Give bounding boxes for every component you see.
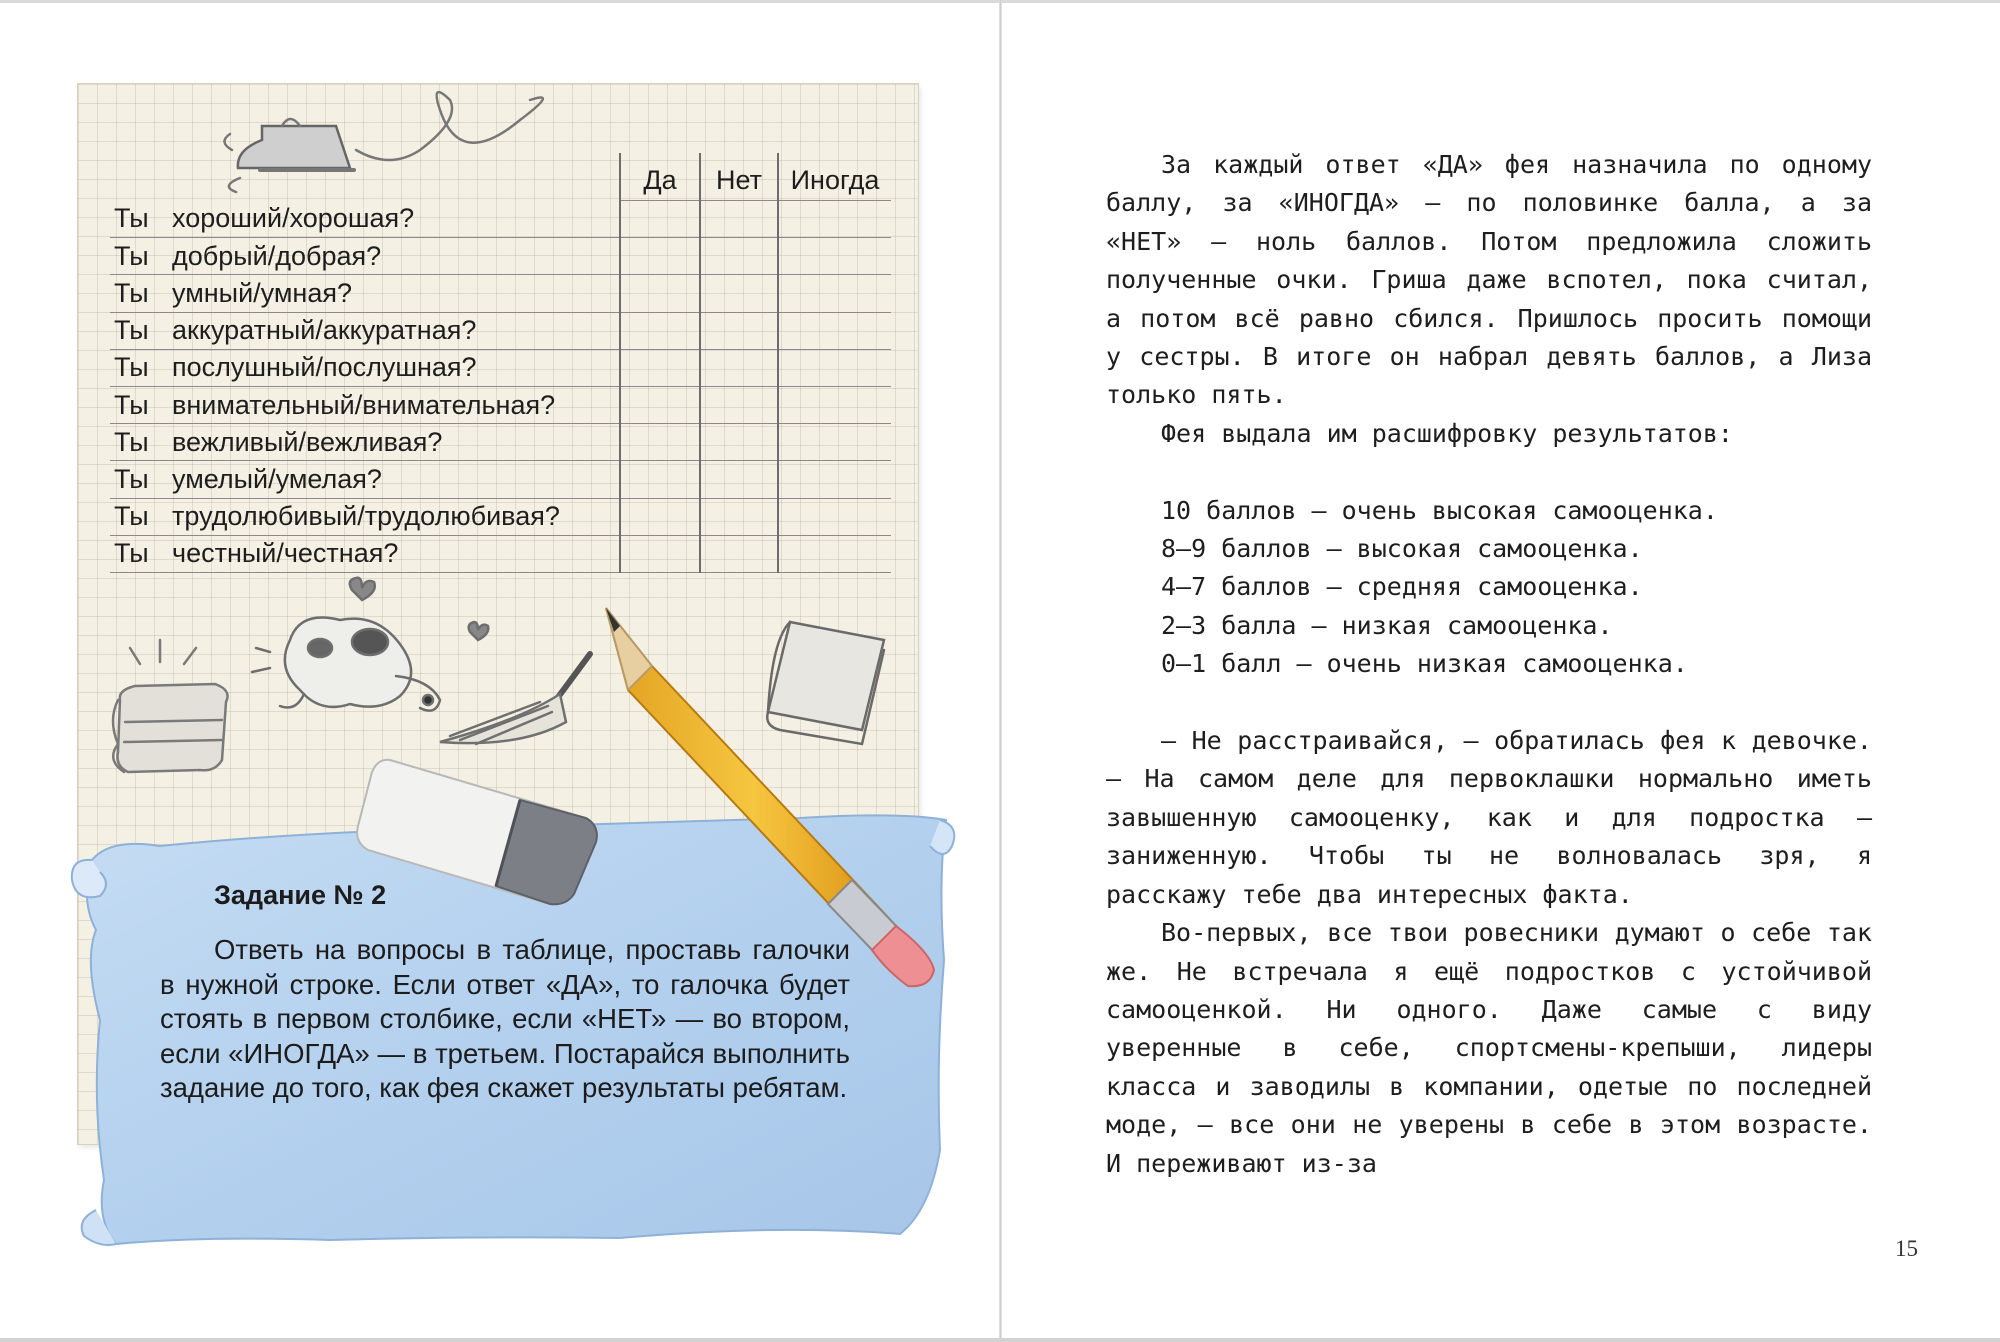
list-item: 2–3 балла — низкая самооценка.	[1161, 610, 1613, 640]
question-text: умелый/умелая?	[172, 463, 382, 494]
list-item: 8–9 баллов — высокая самооценка.	[1161, 534, 1643, 564]
right-page-text	[1106, 146, 1872, 1183]
question-prefix: Ты	[114, 389, 149, 420]
question-prefix: Ты	[114, 352, 149, 383]
question-prefix: Ты	[114, 538, 149, 569]
question-text: внимательный/внимательная?	[172, 389, 556, 420]
column-header-sometimes: Иногда	[778, 153, 891, 201]
paragraph: Фея выдала им расшифровку результатов:	[1161, 418, 1733, 448]
task-box	[160, 880, 850, 1106]
list-item: 10 баллов — очень высокая самооценка.	[1161, 495, 1718, 525]
question-text: аккуратный/аккуратная?	[172, 315, 477, 346]
list-item: 0–1 балл — очень низкая самооценка.	[1161, 649, 1688, 679]
question-text: хороший/хорошая?	[172, 203, 415, 234]
question-prefix: Ты	[114, 426, 149, 457]
paragraph: За каждый ответ «ДА» фея назначила по одному баллу, за «ИНОГДА» — по половинке балла, а за «НЕТ» — ноль баллов. Потом предложила сложить полученные очки. Гриша даже вспотел, пока считал, а потом всё равно сбился. Пришлось просить помощи у сестры. В итоге он набрал девять баллов, а Лиза только пять.	[1106, 150, 1872, 410]
column-header-yes: Да	[620, 153, 700, 201]
page-number: 15	[1895, 1236, 1918, 1261]
question-text: послушный/послушная?	[172, 352, 477, 383]
list-item: 4–7 баллов — средняя самооценка.	[1161, 572, 1643, 602]
question-prefix: Ты	[114, 501, 149, 532]
paragraph: — Не расстраивайся, — обратилась фея к девочке. — На самом деле для первоклашки нормально иметь завышенную самооценку, как и для подростка — заниженную. Чтобы ты не волновалась зря, я расскажу тебе два интересных факта.	[1106, 726, 1872, 909]
question-text: умный/умная?	[172, 277, 352, 308]
paragraph: Во-первых, все твои ровесники думают о себе так же. Не встречала я ещё подростков с устойчивой самооценкой. Ни одного. Даже самые с виду уверенные в себе, спортсмены-крепыши, лидеры класса и заводилы в компании, одетые по последней моде, — все они не уверены в себе в этом возрасте. И переживают из-за	[1106, 918, 1872, 1178]
question-prefix: Ты	[114, 203, 149, 234]
task-title: Задание № 2	[214, 880, 387, 910]
question-text: добрый/добрая?	[172, 240, 382, 271]
task-text: Ответь на вопросы в таблице, проставь галочки в нужной строке. Если ответ «ДА», то галочка будет стоять в первом столбике, если «НЕТ» — во втором, если «ИНОГДА» — в третьем. Постарайся выполнить задание до того, как фея скажет результаты ребятам.	[160, 934, 850, 1104]
question-text: честный/честная?	[172, 538, 399, 569]
question-prefix: Ты	[114, 240, 149, 271]
column-header-no: Нет	[700, 153, 778, 201]
question-prefix: Ты	[114, 315, 149, 346]
question-text: трудолюбивый/трудолюбивая?	[172, 501, 560, 532]
score-scale-list	[1106, 492, 1872, 684]
question-prefix: Ты	[114, 463, 149, 494]
question-text: вежливый/вежливая?	[172, 426, 443, 457]
question-prefix: Ты	[114, 277, 149, 308]
